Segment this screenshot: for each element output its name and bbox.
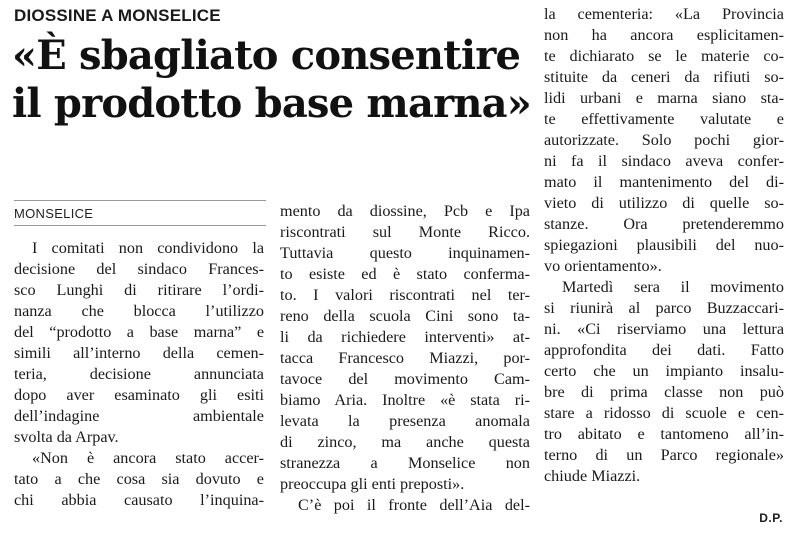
text-line: preoccupa gli enti preposti». — [280, 475, 465, 493]
text-line: tacca Francesco Miazzi, por- — [280, 349, 530, 367]
text-line: Martedì sera il movimento — [562, 278, 784, 296]
headline-line-1: «È sbagliato consentire — [12, 32, 521, 79]
text-line: vo orientamento». — [544, 257, 662, 275]
text-line: non ha ancora esplicitamen- — [544, 26, 784, 44]
section-rule-top — [14, 200, 266, 201]
text-line: stituite da ceneri da rifiuti so- — [544, 68, 784, 86]
text-line: tro abitato e tantomeno all’in- — [544, 425, 784, 443]
text-line: stranezza a Monselice non — [280, 454, 530, 472]
section-rule-bottom — [14, 225, 266, 226]
text-line: dopo aver esaminato gli esiti — [14, 386, 264, 404]
text-line: terno di un Parco regionale» — [544, 446, 784, 464]
headline — [12, 32, 532, 128]
text-line: dell’indagine ambientale — [14, 407, 264, 425]
text-line: vieto di utilizzo di quelle so- — [544, 194, 784, 212]
text-line: tavoce del movimento Cam- — [280, 370, 530, 388]
article-column-2 — [280, 201, 530, 516]
text-line: di zinco, ma anche questa — [280, 433, 530, 451]
text-line: simili all’interno della cemen- — [14, 344, 264, 362]
text-line: si riunirà al parco Buzzaccari- — [544, 299, 784, 317]
text-line: stanze. Ora pretenderemmo — [544, 215, 784, 233]
text-line: lidi urbani e marna siano sta- — [544, 89, 784, 107]
text-line: levata la presenza anomala — [280, 412, 530, 430]
text-line: «Non è ancora stato accer- — [32, 449, 264, 467]
text-line: mento da diossine, Pcb e Ipa — [280, 202, 530, 220]
text-line: approfondita dei dati. Fatto — [544, 341, 784, 359]
text-line: teria, decisione annunciata — [14, 365, 264, 383]
article-column-1 — [14, 238, 264, 511]
text-line: chiude Miazzi. — [544, 467, 641, 485]
text-line: to esiste ed è stato conferma- — [280, 265, 530, 283]
text-line: ni. «Ci riserviamo una lettura — [544, 320, 784, 338]
text-line: certo che un impianto insalu- — [544, 362, 784, 380]
text-line: biamo Aria. Inoltre «è stata ri- — [280, 391, 530, 409]
text-line: decisione del sindaco Frances- — [14, 260, 264, 278]
kicker: DIOSSINE A MONSELICE — [14, 6, 221, 25]
text-line: te effettivamente valutate e — [544, 110, 784, 128]
article-column-3 — [544, 4, 784, 487]
text-line: chi abbia causato l’inquina- — [14, 491, 264, 509]
text-line: bre di prima classe non può — [544, 383, 784, 401]
text-line: Tuttavia questo inquinamen- — [280, 244, 530, 262]
text-line: to. I valori riscontrati nel ter- — [280, 286, 530, 304]
text-line: ni fa il sindaco aveva confer- — [544, 152, 784, 170]
text-line: reno della scuola Cini sono ta- — [280, 307, 530, 325]
text-line: del “prodotto a base marna” e — [14, 323, 264, 341]
author-signature: D.P. — [759, 511, 783, 525]
text-line: nanza che blocca l’utilizzo — [14, 302, 264, 320]
text-line: autorizzate. Solo pochi gior- — [544, 131, 784, 149]
headline-line-2: il prodotto base marna» — [12, 80, 531, 127]
text-line: tato a che cosa sia dovuto e — [14, 470, 264, 488]
text-line: te dichiarato se le materie co- — [544, 47, 784, 65]
text-line: riscontrati sul Monte Ricco. — [280, 223, 530, 241]
text-line: stare a ridosso di scuole e cen- — [544, 404, 784, 422]
section-label: MONSELICE — [14, 206, 94, 221]
text-line: C’è poi il fronte dell’Aia del- — [298, 496, 530, 514]
text-line: sco Lunghi di ritirare l’ordi- — [14, 281, 264, 299]
text-line: spiegazioni plausibili del nuo- — [544, 236, 784, 254]
text-line: la cementeria: «La Provincia — [544, 5, 784, 23]
text-line: svolta da Arpav. — [14, 428, 119, 446]
text-line: li da richiedere interventi» at- — [280, 328, 530, 346]
text-line: mato il mantenimento del di- — [544, 173, 784, 191]
text-line: I comitati non condividono la — [32, 239, 264, 257]
